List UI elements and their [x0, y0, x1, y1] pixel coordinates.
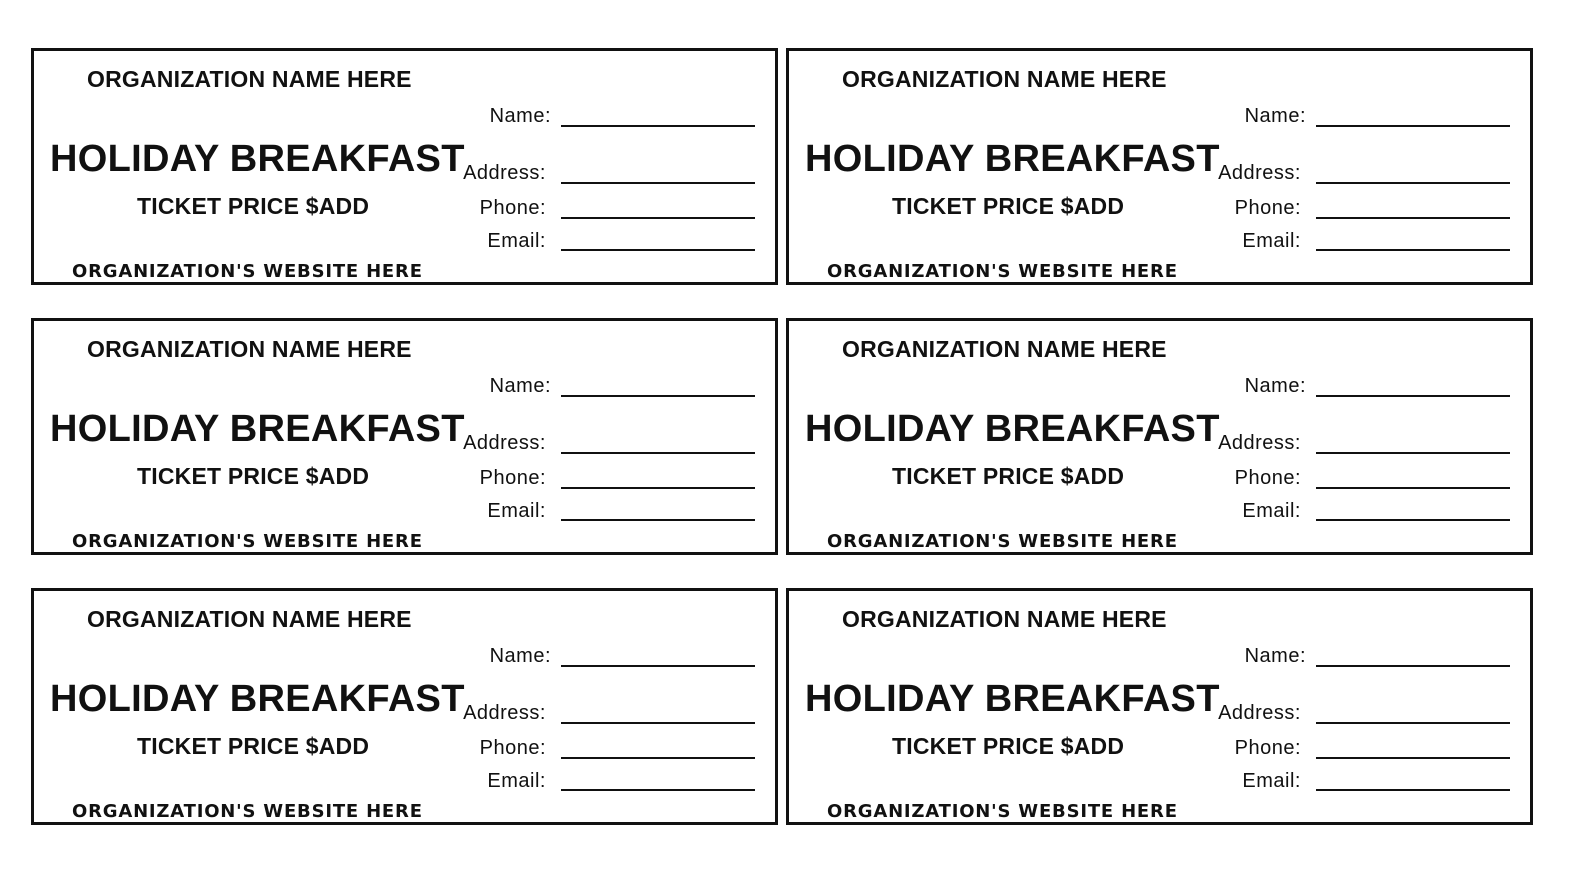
organization-name: ORGANIZATION NAME HERE: [842, 606, 1167, 632]
address-line[interactable]: [561, 182, 755, 184]
name-label: Name:: [1244, 375, 1306, 397]
ticket: [786, 318, 1533, 555]
address-label: Address:: [1218, 432, 1301, 454]
email-label: Email:: [1242, 770, 1301, 792]
name-line[interactable]: [561, 665, 755, 667]
organization-website: ORGANIZATION'S WEBSITE HERE: [827, 261, 1178, 282]
email-label: Email:: [1242, 230, 1301, 252]
address-label: Address:: [463, 702, 546, 724]
phone-line[interactable]: [1316, 757, 1510, 759]
email-label: Email:: [487, 500, 546, 522]
name-line[interactable]: [1316, 125, 1510, 127]
address-line[interactable]: [561, 452, 755, 454]
email-label: Email:: [487, 770, 546, 792]
organization-website: ORGANIZATION'S WEBSITE HERE: [72, 261, 423, 282]
ticket: [31, 588, 778, 825]
organization-name: ORGANIZATION NAME HERE: [87, 66, 412, 92]
ticket: [786, 588, 1533, 825]
phone-line[interactable]: [561, 217, 755, 219]
ticket-price: TICKET PRICE $ADD: [892, 193, 1125, 219]
ticket: [31, 318, 778, 555]
event-title: HOLIDAY BREAKFAST: [805, 408, 1220, 450]
address-label: Address:: [1218, 162, 1301, 184]
address-line[interactable]: [561, 722, 755, 724]
organization-name: ORGANIZATION NAME HERE: [87, 606, 412, 632]
organization-name: ORGANIZATION NAME HERE: [87, 336, 412, 362]
address-line[interactable]: [1316, 722, 1510, 724]
ticket: [31, 48, 778, 285]
name-line[interactable]: [1316, 395, 1510, 397]
name-line[interactable]: [1316, 665, 1510, 667]
organization-website: ORGANIZATION'S WEBSITE HERE: [827, 801, 1178, 822]
organization-website: ORGANIZATION'S WEBSITE HERE: [72, 531, 423, 552]
event-title: HOLIDAY BREAKFAST: [50, 138, 465, 180]
email-line[interactable]: [561, 249, 755, 251]
address-label: Address:: [463, 162, 546, 184]
event-title: HOLIDAY BREAKFAST: [50, 678, 465, 720]
address-label: Address:: [1218, 702, 1301, 724]
organization-name: ORGANIZATION NAME HERE: [842, 336, 1167, 362]
name-label: Name:: [1244, 105, 1306, 127]
phone-line[interactable]: [1316, 487, 1510, 489]
organization-name: ORGANIZATION NAME HERE: [842, 66, 1167, 92]
phone-label: Phone:: [479, 737, 546, 759]
address-label: Address:: [463, 432, 546, 454]
name-label: Name:: [1244, 645, 1306, 667]
email-line[interactable]: [561, 789, 755, 791]
phone-line[interactable]: [561, 757, 755, 759]
ticket-price: TICKET PRICE $ADD: [137, 463, 370, 489]
phone-label: Phone:: [1234, 197, 1301, 219]
phone-label: Phone:: [1234, 467, 1301, 489]
ticket: [786, 48, 1533, 285]
phone-label: Phone:: [479, 197, 546, 219]
address-line[interactable]: [1316, 182, 1510, 184]
ticket-price: TICKET PRICE $ADD: [137, 733, 370, 759]
name-label: Name:: [489, 375, 551, 397]
email-label: Email:: [487, 230, 546, 252]
name-label: Name:: [489, 645, 551, 667]
email-line[interactable]: [561, 519, 755, 521]
phone-label: Phone:: [479, 467, 546, 489]
ticket-price: TICKET PRICE $ADD: [137, 193, 370, 219]
name-line[interactable]: [561, 125, 755, 127]
event-title: HOLIDAY BREAKFAST: [805, 138, 1220, 180]
event-title: HOLIDAY BREAKFAST: [50, 408, 465, 450]
ticket-price: TICKET PRICE $ADD: [892, 733, 1125, 759]
email-line[interactable]: [1316, 519, 1510, 521]
ticket-price: TICKET PRICE $ADD: [892, 463, 1125, 489]
email-line[interactable]: [1316, 249, 1510, 251]
phone-label: Phone:: [1234, 737, 1301, 759]
phone-line[interactable]: [561, 487, 755, 489]
phone-line[interactable]: [1316, 217, 1510, 219]
name-line[interactable]: [561, 395, 755, 397]
organization-website: ORGANIZATION'S WEBSITE HERE: [827, 531, 1178, 552]
organization-website: ORGANIZATION'S WEBSITE HERE: [72, 801, 423, 822]
email-label: Email:: [1242, 500, 1301, 522]
email-line[interactable]: [1316, 789, 1510, 791]
name-label: Name:: [489, 105, 551, 127]
address-line[interactable]: [1316, 452, 1510, 454]
event-title: HOLIDAY BREAKFAST: [805, 678, 1220, 720]
